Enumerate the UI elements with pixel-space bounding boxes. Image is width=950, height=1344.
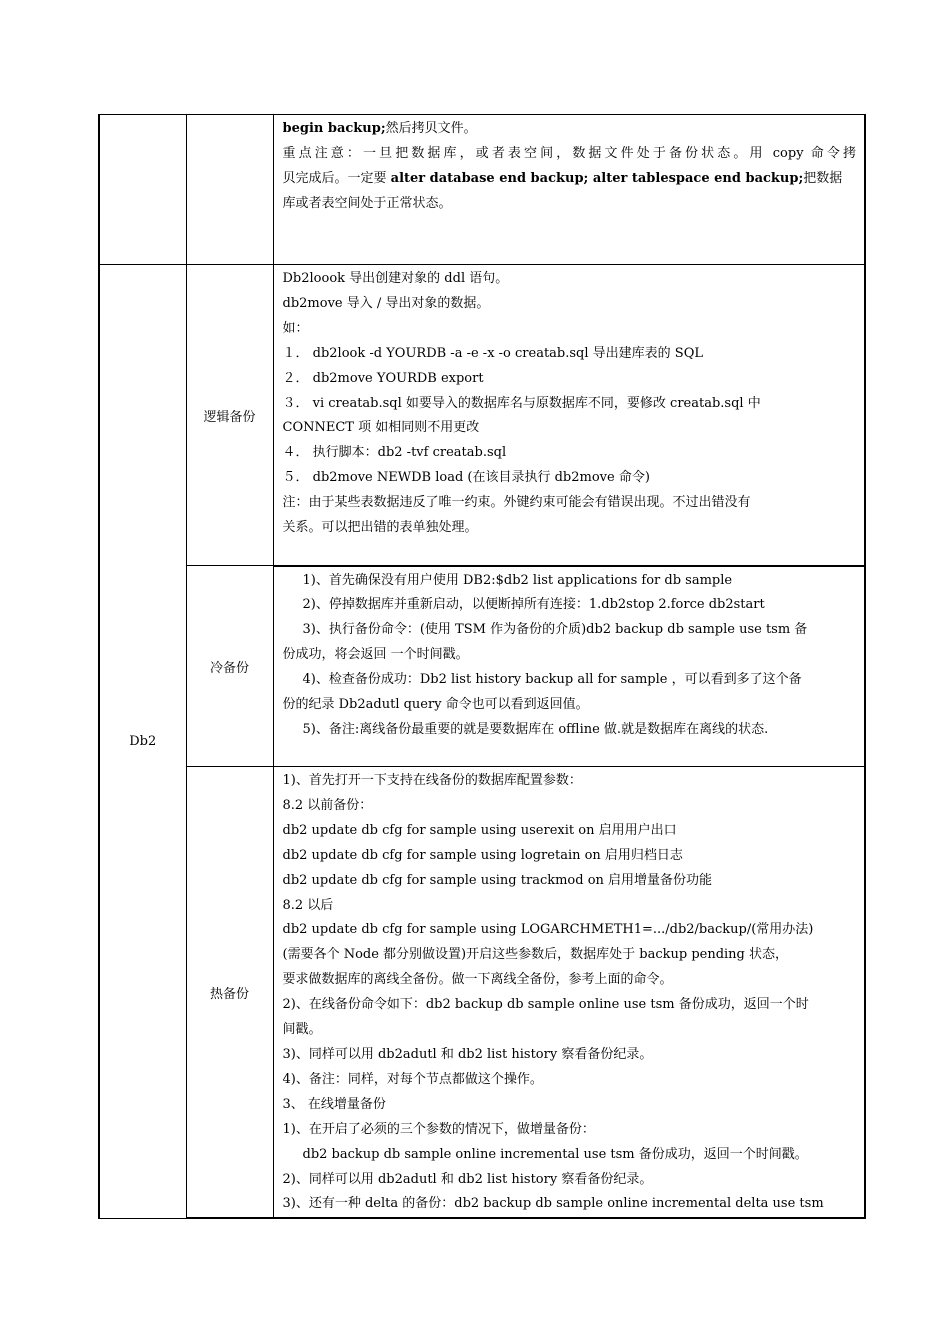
oracle-hot-backup-text: [273, 115, 865, 265]
text-line: 份的纪录 Db2adutl query 命令也可以看到返回值。: [282, 697, 589, 713]
cold-backup-label-cell: [186, 566, 273, 767]
text-line: 3)、执行备份命令：(使用 TSM 作为备份的介质)db2 backup db sample use tsm 备: [302, 622, 808, 638]
text-line: 3)、同样可以用 db2adutl 和 db2 list history 察看备份纪录。: [282, 1046, 653, 1062]
text-line: 1)、首先打开一下支持在线备份的数据库配置参数：: [282, 773, 582, 788]
hot-backup-content: [273, 767, 865, 1219]
text-line: db2move 导入 / 导出对象的数据。: [282, 295, 490, 311]
text-line: 关系。可以把出错的表单独处理。: [282, 520, 478, 536]
text-line: db2 update db cfg for sample using trackmod on 启用增量备份功能: [282, 872, 713, 888]
text-line: begin backup;然后拷贝文件。: [282, 121, 477, 136]
text-line: 1)、首先确保没有用户使用 DB2:$db2 list applications for db sample: [302, 572, 733, 588]
text-line: 2)、在线备份命令如下：db2 backup db sample online use tsm 备份成功，返回一个时: [282, 997, 809, 1013]
text-line: ５． db2move NEWDB load (在该目录执行 db2move 命令): [282, 470, 650, 486]
text-line: 要求做数据库的离线全备份。做一下离线全备份，参考上面的命令。: [282, 972, 673, 988]
text-line: 如：: [282, 320, 309, 336]
db2-label: Db2: [129, 733, 157, 749]
text-line: db2 update db cfg for sample using LOGARCHMETH1=.../db2/backup/(常用办法): [282, 922, 814, 938]
empty-cell: [186, 115, 273, 265]
text-line: (需要各个 Node 都分别做设置)开启这些参数后，数据库处于 backup pending 状态，: [282, 947, 789, 963]
table-row: [99, 767, 865, 1219]
text-line: 1)、在开启了必须的三个参数的情况下，做增量备份：: [282, 1121, 595, 1137]
text-line: db2 backup db sample online incremental use tsm 备份成功，返回一个时间戳。: [302, 1146, 808, 1162]
text-line: db2 update db cfg for sample using logretain on 启用归档日志: [282, 847, 683, 863]
text-line: 4)、检查备份成功：Db2 list history backup all for sample ，可以看到多了这个备: [302, 672, 802, 688]
hot-backup-label-cell: [186, 767, 273, 1219]
text-line: １． db2look -d YOURDB -a -e -x -o creatab.sql 导出建库表的 SQL: [282, 345, 703, 361]
bold-command: alter database end backup; alter tablespace end backup;: [390, 170, 804, 186]
text-line: 3、 在线增量备份: [282, 1096, 386, 1112]
db2-label-cell: [99, 265, 186, 1219]
text-line: 库或者表空间处于正常状态。: [282, 195, 452, 211]
text-line: db2 update db cfg for sample using userexit on 启用用户出口: [282, 822, 677, 838]
text-line: 2)、停掉数据库并重新启动，以便断掉所有连接：1.db2stop 2.force db2start: [302, 597, 765, 613]
text-line: 重点注意：一旦把数据库，或者表空间，数据文件处于备份状态。用 copy 命令拷: [282, 145, 856, 161]
table-row: [99, 115, 865, 265]
text-line: CONNECT 项 如相同则不用更改: [282, 420, 480, 436]
bold-command: begin backup;: [282, 121, 386, 136]
text-line: 8.2 以后: [282, 897, 334, 913]
text-line: 份成功，将会返回 一个时间戳。: [282, 647, 469, 663]
text-line: 5)、备注:离线备份最重要的就是要数据库在 offline 做.就是数据库在离线的状态.: [302, 721, 769, 737]
text-line: 2)、同样可以用 db2adutl 和 db2 list history 察看备份纪录。: [282, 1171, 653, 1187]
text-line: 4)、备注：同样，对每个节点都做这个操作。: [282, 1071, 543, 1087]
text-line: 3)、还有一种 delta 的备份：db2 backup db sample online incremental delta use tsm: [282, 1196, 824, 1212]
text-line: Db2loook 导出创建对象的 ddl 语句。: [282, 271, 509, 286]
cold-backup-content: [273, 566, 865, 767]
text-line: 8.2 以前备份：: [282, 797, 373, 813]
text-line: 间戳。: [282, 1022, 322, 1038]
logical-backup-label-cell: [186, 265, 273, 566]
text-line: 贝完成后。一定要 alter database end backup; alter tablespace end backup;把数据: [282, 170, 843, 186]
empty-cell: [99, 115, 186, 265]
cold-backup-label: 冷备份: [209, 660, 249, 676]
backup-methods-table: [98, 114, 866, 1219]
text-line: ３． vi creatab.sql 如要导入的数据库名与原数据库不同，要修改 creatab.sql 中: [282, 395, 761, 411]
text-line: ２． db2move YOURDB export: [282, 370, 484, 386]
table-row: [99, 566, 865, 767]
logical-backup-label: 逻辑备份: [203, 409, 256, 425]
text-line: 注：由于某些表数据违反了唯一约束。外键约束可能会有错误出现。不过出错没有: [282, 495, 751, 511]
text-line: ４． 执行脚本：db2 -tvf creatab.sql: [282, 445, 507, 461]
table-row: [99, 265, 865, 566]
hot-backup-label: 热备份: [209, 986, 249, 1002]
logical-backup-content: [273, 265, 865, 566]
